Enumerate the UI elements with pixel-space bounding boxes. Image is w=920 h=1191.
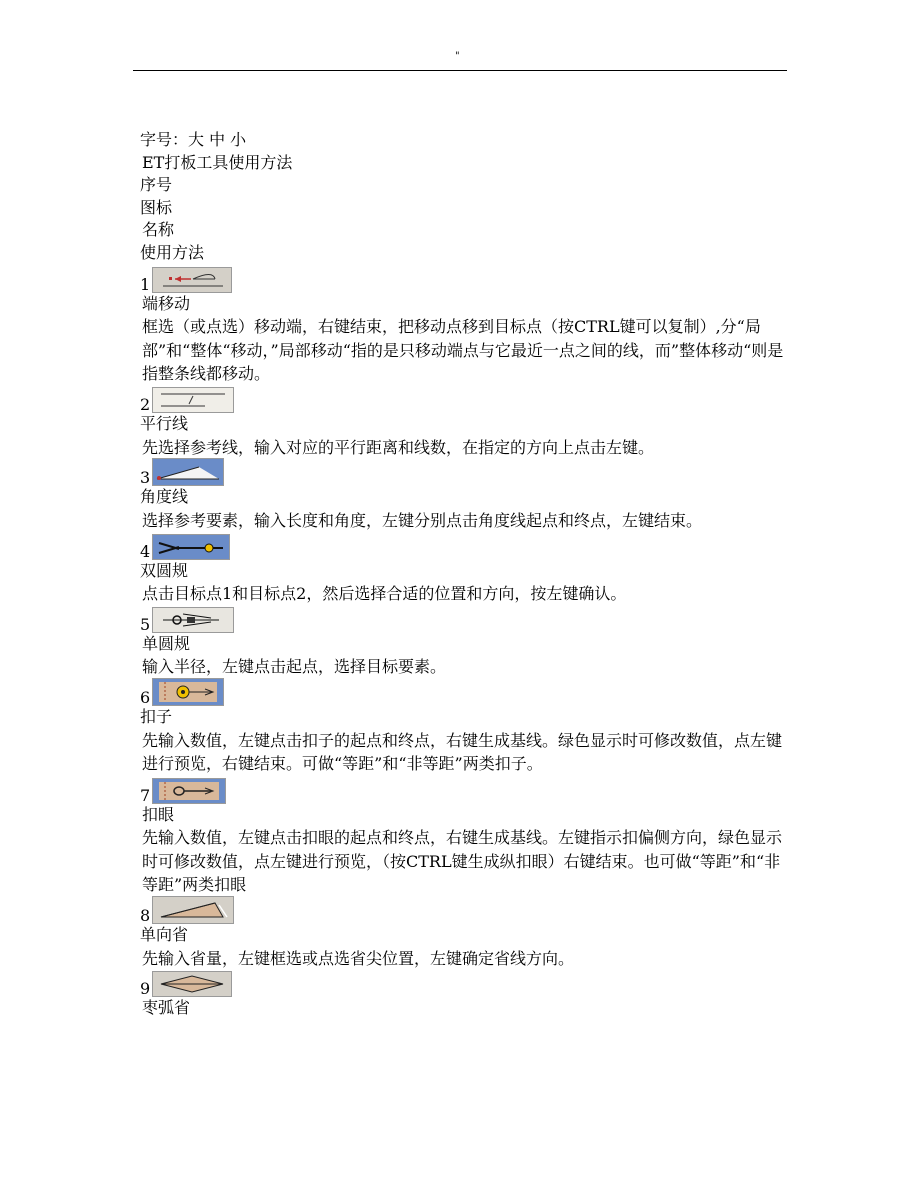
- tool-desc: 先输入数值，左键点击扣子的起点和终点，右键生成基线。绿色显示时可修改数值，点左键进行预览，右键结束。可做“等距”和“非等距”两类扣子。: [142, 730, 783, 773]
- document-body: [140, 129, 790, 1020]
- single-compass-icon: [152, 607, 234, 633]
- tool-desc: 先选择参考线，输入对应的平行距离和线数，在指定的方向上点击左键。: [142, 437, 655, 457]
- double-compass-icon: [152, 534, 230, 560]
- header-icon: 图标: [140, 197, 173, 217]
- header-mark: ": [455, 51, 460, 62]
- header-rule: [133, 70, 787, 71]
- tool-number: 7: [140, 785, 151, 805]
- tool-row-3: [140, 460, 790, 486]
- end-move-icon: [152, 267, 232, 293]
- header-usage: 使用方法: [140, 242, 205, 262]
- tool-number: 9: [140, 979, 151, 999]
- tool-row-4: [140, 534, 790, 560]
- single-dart-icon: [152, 896, 234, 924]
- tool-name: 枣弧省: [142, 998, 191, 1018]
- tool-name: 扣子: [140, 706, 173, 726]
- tool-row-2: [140, 387, 790, 413]
- tool-number: 8: [140, 906, 151, 926]
- tool-row-6: [140, 680, 790, 706]
- tool-name: 端移动: [142, 293, 191, 313]
- tool-name: 平行线: [140, 414, 189, 434]
- tool-row-5: [140, 607, 790, 633]
- tool-desc: 框选（或点选）移动端，右键结束，把移动点移到目标点（按CTRL键可以复制）,分“局部”和“整体“移动，”局部移动“指的是只移动端点与它最近一点之间的线，而”整体移动“则是指整条线都移动。: [142, 317, 784, 383]
- header-seq: 序号: [140, 175, 173, 195]
- tool-row-9: [140, 971, 790, 997]
- tool-number: 5: [140, 614, 151, 634]
- tool-name: 双圆规: [140, 560, 189, 580]
- tool-number: 1: [140, 274, 151, 294]
- tool-desc: 输入半径，左键点击起点，选择目标要素。: [142, 657, 447, 677]
- tool-desc: 先输入省量，左键框选或点选省尖位置，左键确定省线方向。: [142, 948, 575, 968]
- tool-number: 2: [140, 395, 151, 415]
- tool-row-1: [140, 267, 790, 293]
- date-dart-icon: [152, 971, 232, 997]
- tool-number: 4: [140, 541, 151, 561]
- tool-desc: 选择参考要素，输入长度和角度，左键分别点击角度线起点和终点，左键结束。: [142, 510, 703, 530]
- header-name: 名称: [142, 220, 175, 240]
- buttonhole-icon: [152, 778, 226, 804]
- tool-name: 角度线: [140, 487, 189, 507]
- tool-name: 扣眼: [142, 804, 175, 824]
- font-size-line: 字号：大 中 小: [140, 130, 247, 149]
- tool-row-7: [140, 778, 790, 804]
- tool-desc: 点击目标点1和目标点2，然后选择合适的位置和方向，按左键确认。: [142, 584, 627, 604]
- tool-name: 单向省: [140, 925, 189, 945]
- doc-title: ET打板工具使用方法: [142, 152, 293, 172]
- tool-number: 3: [140, 468, 151, 488]
- parallel-line-icon: [152, 387, 234, 413]
- angle-line-icon: [152, 458, 224, 486]
- button-icon: [152, 678, 224, 706]
- tool-row-8: [140, 898, 790, 924]
- tool-desc: 先输入数值，左键点击扣眼的起点和终点，右键生成基线。左键指示扣偏侧方向，绿色显示时可修改数值，点左键进行预览，（按CTRL键生成纵扣眼）右键结束。也可做“等距”和“非等距”两类扣眼: [142, 828, 783, 894]
- tool-number: 6: [140, 687, 151, 707]
- tool-name: 单圆规: [142, 633, 191, 653]
